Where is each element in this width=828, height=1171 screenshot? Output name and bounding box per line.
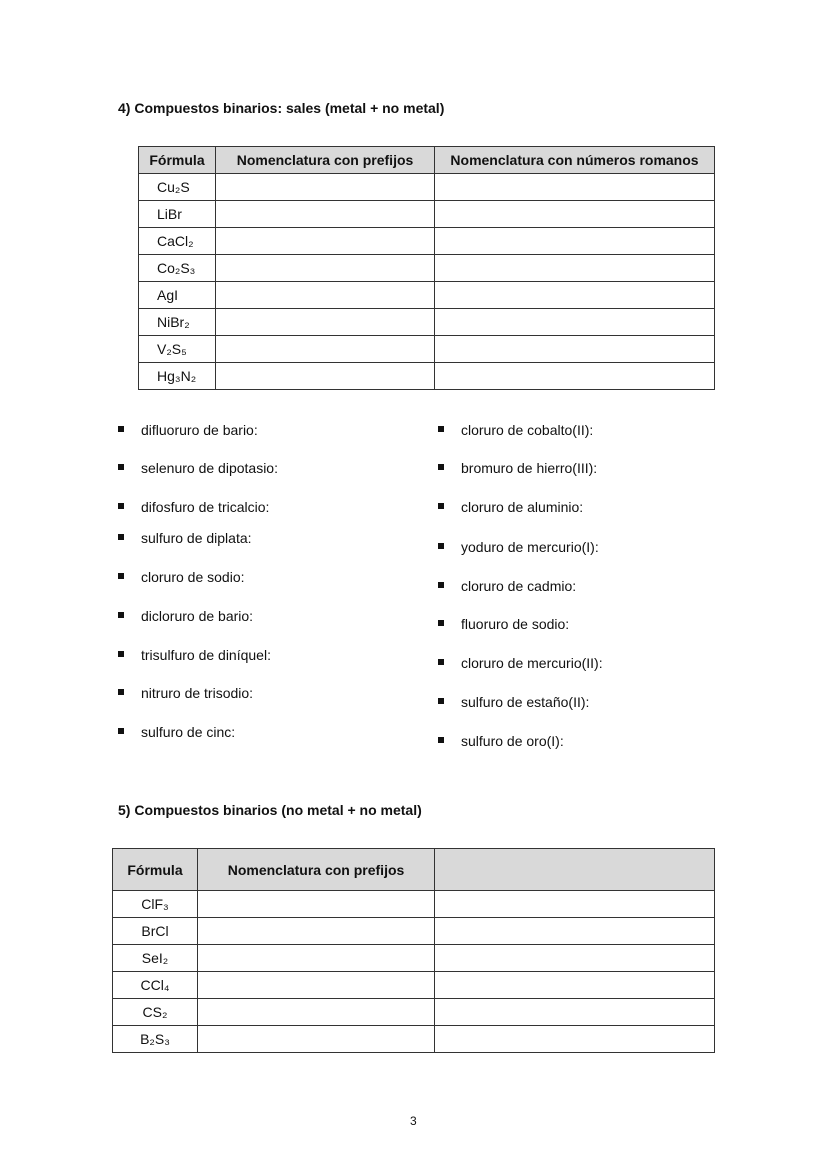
formula-cell: CS₂ <box>113 999 198 1026</box>
formula-cell: Co₂S₃ <box>139 255 216 282</box>
formula-cell: BrCl <box>113 918 198 945</box>
answer-cell[interactable] <box>216 282 435 309</box>
bullet-icon <box>118 651 124 657</box>
formula-cell: ClF₃ <box>113 891 198 918</box>
bullet-icon <box>118 689 124 695</box>
compound-name: cloruro de sodio: <box>141 569 245 585</box>
table-row <box>113 972 715 999</box>
answer-cell[interactable] <box>435 282 715 309</box>
compound-name: cloruro de mercurio(II): <box>461 655 603 671</box>
answer-cell[interactable] <box>435 891 715 918</box>
compound-name: cloruro de cadmio: <box>461 578 577 594</box>
list-item <box>438 733 564 749</box>
header-roman-nomenclature: Nomenclatura con números romanos <box>435 147 715 174</box>
compound-name: cloruro de aluminio: <box>461 499 584 515</box>
page-number: 3 <box>410 1114 417 1128</box>
formula-cell: Hg₃N₂ <box>139 363 216 390</box>
answer-cell[interactable] <box>216 255 435 282</box>
table-row <box>113 1026 715 1053</box>
list-item <box>438 539 599 555</box>
answer-cell[interactable] <box>435 309 715 336</box>
answer-cell[interactable] <box>198 945 435 972</box>
bullet-icon <box>438 698 444 704</box>
formula-cell: AgI <box>139 282 216 309</box>
header-prefix-nomenclature: Nomenclatura con prefijos <box>198 849 435 891</box>
header-formula: Fórmula <box>139 147 216 174</box>
table-row <box>139 363 715 390</box>
list-item <box>118 608 253 624</box>
answer-cell[interactable] <box>435 918 715 945</box>
list-item <box>118 647 271 663</box>
bullet-icon <box>118 612 124 618</box>
bullet-icon <box>438 503 444 509</box>
header-empty <box>435 849 715 891</box>
answer-cell[interactable] <box>216 228 435 255</box>
answer-cell[interactable] <box>216 363 435 390</box>
answer-cell[interactable] <box>216 201 435 228</box>
answer-cell[interactable] <box>435 972 715 999</box>
compound-name: sulfuro de cinc: <box>141 724 236 740</box>
list-item <box>118 499 269 515</box>
bullet-icon <box>118 573 124 579</box>
table-row <box>139 336 715 363</box>
list-item <box>438 422 593 438</box>
salts-table <box>138 146 715 390</box>
bullet-icon <box>118 426 124 432</box>
compound-name: sulfuro de estaño(II): <box>461 694 590 710</box>
answer-cell[interactable] <box>435 336 715 363</box>
table-row <box>139 282 715 309</box>
compound-name: cloruro de cobalto(II): <box>461 422 594 438</box>
compound-name: yoduro de mercurio(I): <box>461 539 599 555</box>
answer-cell[interactable] <box>435 999 715 1026</box>
bullet-icon <box>438 582 444 588</box>
list-item <box>438 655 603 671</box>
compound-name: dicloruro de bario: <box>141 608 254 624</box>
answer-cell[interactable] <box>198 1026 435 1053</box>
bullet-icon <box>118 534 124 540</box>
list-item <box>438 616 569 632</box>
table-row <box>139 309 715 336</box>
bullet-icon <box>118 503 124 509</box>
bullet-icon <box>438 737 444 743</box>
bullet-icon <box>438 543 444 549</box>
answer-cell[interactable] <box>435 255 715 282</box>
list-item <box>438 694 589 710</box>
answer-cell[interactable] <box>216 174 435 201</box>
bullet-icon <box>438 659 444 665</box>
table-row <box>113 918 715 945</box>
compound-name: selenuro de dipotasio: <box>141 460 278 476</box>
list-item <box>118 460 278 476</box>
list-item <box>118 569 245 585</box>
list-item <box>438 578 576 594</box>
formula-cell: V₂S₅ <box>139 336 216 363</box>
formula-cell: Cu₂S <box>139 174 216 201</box>
table-row <box>139 228 715 255</box>
list-item <box>118 530 252 546</box>
formula-cell: B₂S₃ <box>113 1026 198 1053</box>
list-item <box>118 422 258 438</box>
answer-cell[interactable] <box>435 1026 715 1053</box>
bullet-icon <box>438 426 444 432</box>
answer-cell[interactable] <box>216 309 435 336</box>
compound-name: sulfuro de diplata: <box>141 530 252 546</box>
list-item <box>438 499 583 515</box>
answer-cell[interactable] <box>216 336 435 363</box>
table-row <box>113 945 715 972</box>
bullet-icon <box>118 464 124 470</box>
header-prefix-nomenclature: Nomenclatura con prefijos <box>216 147 435 174</box>
table-row <box>139 201 715 228</box>
answer-cell[interactable] <box>435 174 715 201</box>
formula-cell: NiBr₂ <box>139 309 216 336</box>
header-formula: Fórmula <box>113 849 198 891</box>
table-row <box>113 999 715 1026</box>
table-row <box>139 174 715 201</box>
answer-cell[interactable] <box>435 363 715 390</box>
section-4-title: 4) Compuestos binarios: sales (metal + no metal) <box>118 100 445 116</box>
compound-name: trisulfuro de diníquel: <box>141 647 271 663</box>
nonmetal-table <box>112 848 715 1053</box>
formula-cell: LiBr <box>139 201 216 228</box>
section-5-title: 5) Compuestos binarios (no metal + no metal) <box>118 802 422 818</box>
answer-cell[interactable] <box>198 999 435 1026</box>
list-item <box>438 460 597 476</box>
compound-name: nitruro de trisodio: <box>141 685 254 701</box>
answer-cell[interactable] <box>198 972 435 999</box>
formula-cell: CCl₄ <box>113 972 198 999</box>
formula-cell: CaCl₂ <box>139 228 216 255</box>
compound-name: bromuro de hierro(III): <box>461 460 598 476</box>
compound-name: difosfuro de tricalcio: <box>141 499 270 515</box>
formula-cell: SeI₂ <box>113 945 198 972</box>
table-row <box>139 255 715 282</box>
answer-cell[interactable] <box>198 891 435 918</box>
answer-cell[interactable] <box>435 228 715 255</box>
list-item <box>118 724 235 740</box>
answer-cell[interactable] <box>198 918 435 945</box>
bullet-icon <box>118 728 124 734</box>
compound-name: sulfuro de oro(I): <box>461 733 564 749</box>
answer-cell[interactable] <box>435 945 715 972</box>
answer-cell[interactable] <box>435 201 715 228</box>
table-row <box>113 891 715 918</box>
compound-name: fluoruro de sodio: <box>461 616 570 632</box>
bullet-icon <box>438 620 444 626</box>
list-item <box>118 685 253 701</box>
compound-name: difluoruro de bario: <box>141 422 258 438</box>
bullet-icon <box>438 464 444 470</box>
